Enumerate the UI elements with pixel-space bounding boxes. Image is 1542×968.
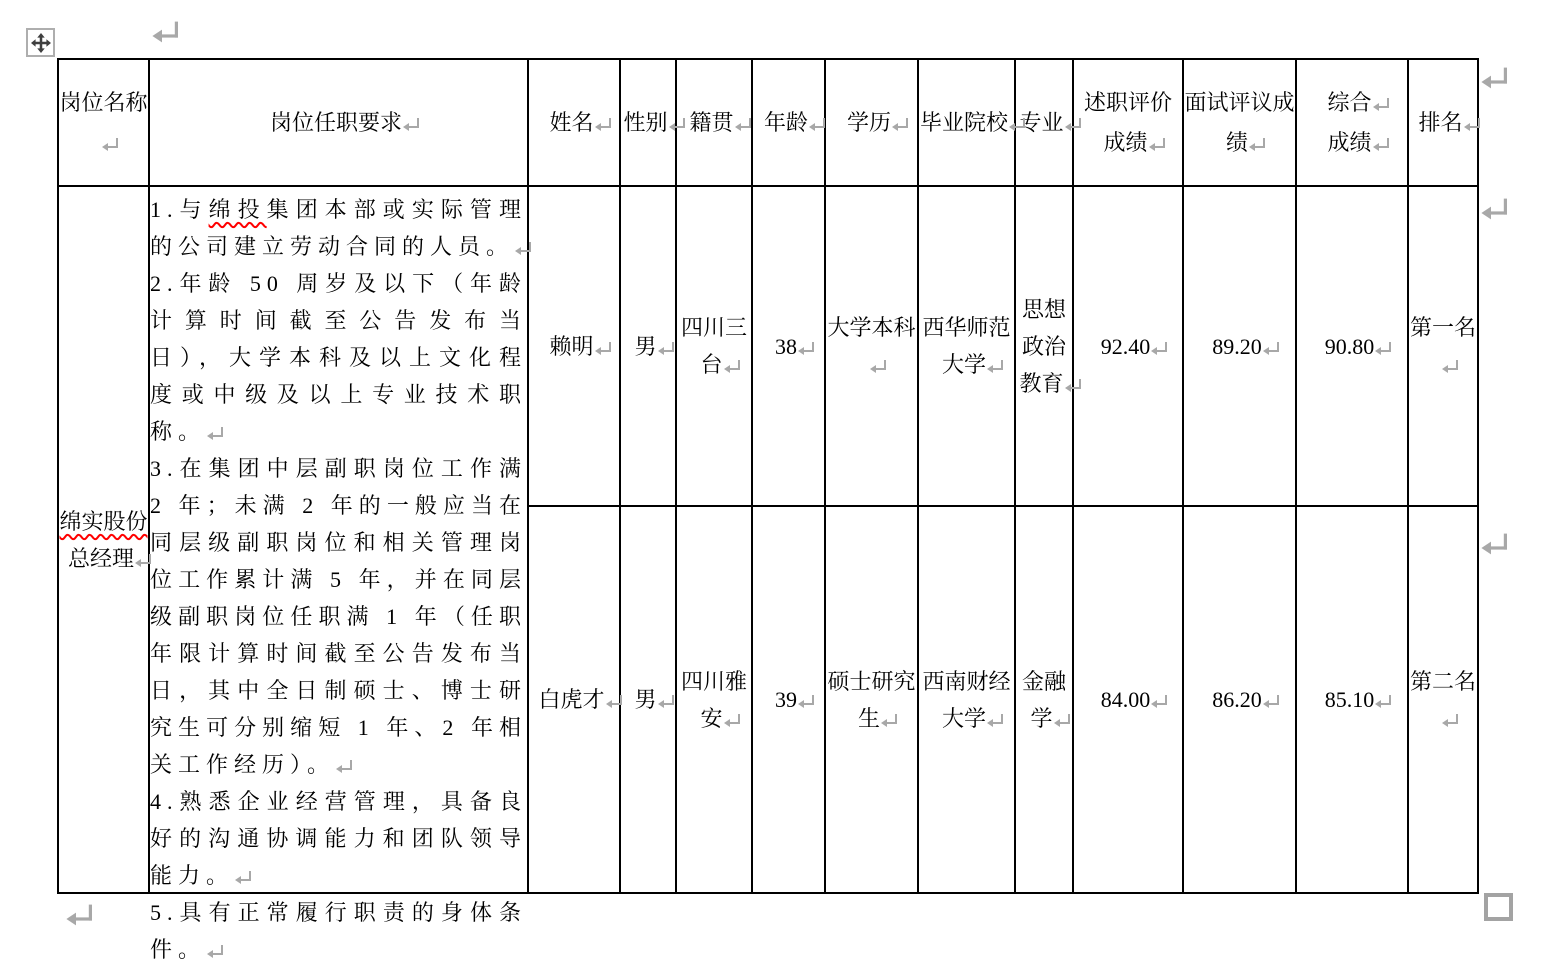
- cell-c2-graduate-school[interactable]: [918, 506, 1015, 893]
- cell-end-mark: [1152, 694, 1155, 709]
- cell-position-requirements[interactable]: [149, 186, 528, 962]
- header-text: 毕业院校: [919, 109, 1008, 135]
- header-review-score[interactable]: [1073, 59, 1183, 186]
- requirement-item: 2.年龄 50 周岁及以下（年龄计算时间截至公告发布当日），大学本科及以上文化程度或中级及以上专业技术职称。: [150, 270, 527, 444]
- cell-end-mark: [725, 713, 728, 728]
- header-graduate-school[interactable]: [918, 59, 1015, 186]
- header-text: 排名: [1418, 109, 1463, 135]
- candidate-interview-score: 89.20: [1212, 333, 1262, 359]
- cell-c2-education[interactable]: [825, 506, 918, 893]
- cell-end-mark: [103, 137, 106, 152]
- cell-end-mark: [1250, 137, 1253, 152]
- cell-c2-major[interactable]: [1015, 506, 1073, 893]
- cell-c2-interview-score[interactable]: [1183, 506, 1296, 893]
- header-name[interactable]: [528, 59, 620, 186]
- requirements-text: [150, 191, 527, 962]
- cell-c1-native-place[interactable]: [676, 186, 752, 506]
- header-overall-score[interactable]: [1296, 59, 1408, 186]
- requirement-item: 1.与绵投集团本部或实际管理的公司建立劳动合同的人员。: [150, 196, 527, 259]
- cell-end-mark: [1150, 137, 1153, 152]
- cell-end-mark: [725, 359, 728, 374]
- line-break-mark: [1374, 97, 1377, 112]
- header-text: 学历: [846, 109, 891, 135]
- return-mark-icon: [1483, 66, 1488, 90]
- header-text: 性别: [623, 109, 668, 135]
- header-education[interactable]: [825, 59, 918, 186]
- header-age[interactable]: [752, 59, 825, 186]
- cell-c1-gender[interactable]: [620, 186, 676, 506]
- candidate-age: 38: [775, 333, 797, 359]
- cell-end-mark: [988, 713, 991, 728]
- cell-end-mark: [670, 117, 673, 132]
- cell-end-mark: [1376, 341, 1379, 356]
- cell-end-mark: [596, 341, 599, 356]
- cell-end-mark: [810, 117, 813, 132]
- candidate-native-place: 四川三台: [680, 315, 747, 377]
- header-text: 姓名: [549, 109, 594, 135]
- cell-end-mark: [1055, 713, 1058, 728]
- header-requirements[interactable]: [149, 59, 528, 186]
- header-text-line: 综合: [1297, 83, 1407, 123]
- cell-end-mark: [893, 117, 896, 132]
- candidate-education: 硕士研究生: [827, 668, 916, 731]
- cell-end-mark: [871, 359, 874, 374]
- paragraph-end-mark: [516, 241, 519, 256]
- table-move-handle[interactable]: [26, 28, 55, 57]
- candidate-row-1: [58, 186, 1478, 506]
- row-end-mark: [1483, 66, 1507, 90]
- candidate-review-score: 92.40: [1100, 333, 1151, 359]
- cell-end-mark: [1374, 137, 1377, 152]
- header-text: 籍贯: [689, 109, 734, 135]
- table-resize-handle[interactable]: [1484, 893, 1513, 921]
- candidate-major: 金融学: [1021, 668, 1066, 731]
- header-row: [58, 59, 1478, 186]
- candidate-name: 白虎才: [538, 687, 605, 712]
- header-text: 面试评议成绩: [1184, 89, 1295, 155]
- candidate-review-score: 84.00: [1100, 687, 1151, 712]
- candidate-name: 赖明: [549, 333, 594, 359]
- candidate-rank: 第一名: [1409, 315, 1476, 340]
- requirement-item: 3.在集团中层副职岗位工作满 2 年；未满 2 年的一般应当在同层级副职岗位和相关管理岗位工作累计满 5 年，并在同层级副职岗位任职满 1 年（任职年限计算时间截至公告发布当日，其中全日制硕士、博士研究生可分别缩短 1 年、2 年相关工作经历）。: [150, 455, 527, 777]
- header-text: 年龄: [763, 109, 808, 135]
- header-text: 专业: [1019, 109, 1064, 135]
- header-text: 述职评价成绩: [1083, 89, 1172, 155]
- cell-end-mark: [988, 359, 991, 374]
- cell-end-mark: [1264, 694, 1267, 709]
- candidate-education: 大学本科: [827, 315, 916, 340]
- cell-end-mark: [404, 117, 407, 132]
- cell-end-mark: [1443, 713, 1446, 728]
- header-rank[interactable]: [1408, 59, 1478, 186]
- paragraph-mark: [154, 20, 178, 44]
- cell-c2-age[interactable]: [752, 506, 825, 893]
- cell-end-mark: [659, 694, 662, 709]
- candidate-gender: 男: [634, 333, 657, 359]
- candidate-gender: 男: [634, 687, 657, 712]
- return-mark-icon: [68, 903, 73, 927]
- cell-end-mark: [1264, 341, 1267, 356]
- candidate-graduate-school: 西华师范大学: [922, 315, 1011, 377]
- cell-end-mark: [1465, 117, 1468, 132]
- candidate-age: 39: [775, 687, 797, 712]
- candidate-interview-score: 86.20: [1212, 687, 1262, 712]
- cell-end-mark: [596, 117, 599, 132]
- candidate-graduate-school: 西南财经大学: [922, 668, 1011, 731]
- cell-c2-rank[interactable]: [1408, 506, 1478, 893]
- position-name-text: 绵实股份总经理: [59, 508, 148, 571]
- cell-c1-graduate-school[interactable]: [918, 186, 1015, 506]
- header-text-line: 成绩: [1297, 123, 1407, 163]
- header-native-place[interactable]: [676, 59, 752, 186]
- header-interview-score[interactable]: [1183, 59, 1296, 186]
- requirement-item: 4.熟悉企业经营管理，具备良好的沟通协调能力和团队领导能力。: [150, 788, 527, 888]
- cell-end-mark: [208, 944, 211, 959]
- cell-end-mark: [736, 117, 739, 132]
- four-way-move-arrow-icon: [31, 33, 51, 53]
- cell-c2-name[interactable]: [528, 506, 620, 893]
- cell-end-mark: [659, 341, 662, 356]
- cell-c2-overall-score[interactable]: [1296, 506, 1408, 893]
- cell-c1-age[interactable]: [752, 186, 825, 506]
- cell-end-mark: [1376, 694, 1379, 709]
- cell-position-name[interactable]: [58, 186, 149, 893]
- candidate-overall-score: 85.10: [1324, 687, 1375, 712]
- cell-end-mark: [882, 713, 885, 728]
- paragraph-end-mark: [236, 870, 239, 885]
- candidate-major: 思想政治教育: [1019, 296, 1066, 396]
- cell-c2-review-score[interactable]: [1073, 506, 1183, 893]
- cell-c1-name[interactable]: [528, 186, 620, 506]
- cell-c1-interview-score[interactable]: [1183, 186, 1296, 506]
- return-mark-icon: [154, 20, 159, 44]
- cell-end-mark: [1152, 341, 1155, 356]
- cell-c1-overall-score[interactable]: [1296, 186, 1408, 506]
- cell-end-mark: [1066, 117, 1069, 132]
- row-end-mark: [1483, 532, 1507, 556]
- cell-end-mark: [799, 694, 802, 709]
- header-text: 岗位任职要求: [269, 109, 402, 135]
- return-mark-icon: [1483, 532, 1488, 556]
- evaluation-table: [57, 58, 1479, 962]
- return-mark-icon: [1483, 197, 1488, 221]
- cell-c1-major[interactable]: [1015, 186, 1073, 506]
- cell-c1-rank[interactable]: [1408, 186, 1478, 506]
- candidate-rank: 第二名: [1409, 668, 1476, 694]
- cell-c1-education[interactable]: [825, 186, 918, 506]
- candidate-native-place: 四川雅安: [680, 668, 747, 731]
- cell-end-mark: [1010, 117, 1013, 132]
- header-text: 岗位名称: [59, 89, 148, 115]
- cell-end-mark: [799, 341, 802, 356]
- row-end-mark: [1483, 197, 1507, 221]
- paragraph-end-mark: [337, 759, 340, 774]
- header-gender[interactable]: [620, 59, 676, 186]
- cell-end-mark: [1066, 378, 1069, 393]
- header-position-name[interactable]: [58, 59, 149, 186]
- cell-end-mark: [1443, 359, 1446, 374]
- paragraph-mark: [68, 903, 92, 927]
- cell-end-mark: [607, 694, 610, 709]
- requirement-item: 5.具有正常履行职责的身体条件。: [150, 899, 527, 962]
- cell-c1-review-score[interactable]: [1073, 186, 1183, 506]
- candidate-overall-score: 90.80: [1324, 333, 1375, 359]
- paragraph-end-mark: [208, 426, 211, 441]
- cell-c2-gender[interactable]: [620, 506, 676, 893]
- cell-end-mark: [136, 553, 139, 568]
- cell-c2-native-place[interactable]: [676, 506, 752, 893]
